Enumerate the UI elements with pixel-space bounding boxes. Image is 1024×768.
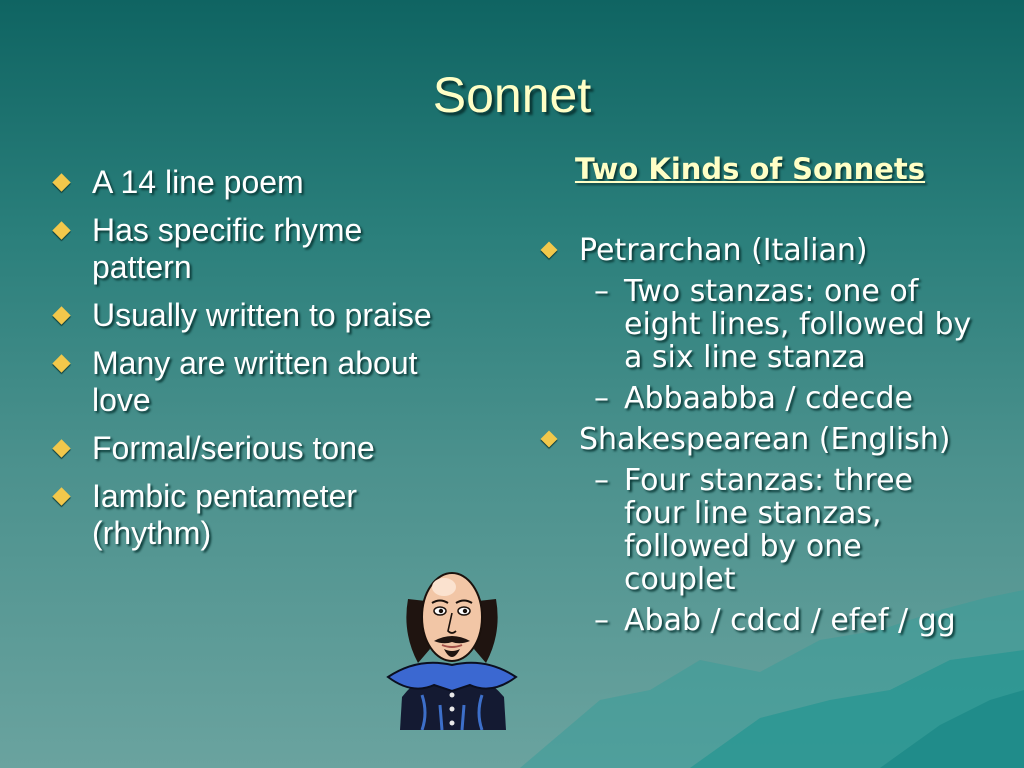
list-item — [52, 212, 432, 286]
diamond-bullet-icon — [541, 242, 558, 259]
diamond-bullet-icon — [52, 173, 70, 191]
dash-marker: – — [594, 274, 609, 309]
detail-text: Two stanzas: one of eight lines, followed by a six line stanza — [624, 274, 972, 375]
list-item — [52, 478, 432, 552]
bullet-text: Iambic pentameter (rhythm) — [92, 478, 358, 551]
left-bullet-list — [52, 164, 432, 563]
list-item — [540, 423, 980, 637]
bullet-text: Many are written about love — [92, 345, 418, 418]
list-item — [52, 430, 432, 467]
detail-text: Abab / cdcd / efef / gg — [624, 603, 956, 638]
detail-text: Abbaabba / cdecde — [624, 381, 914, 416]
diamond-bullet-icon — [52, 221, 70, 239]
list-item — [52, 297, 432, 334]
bullet-text: Formal/serious tone — [92, 430, 375, 466]
diamond-bullet-icon — [52, 439, 70, 457]
shakespeare-portrait-illustration — [382, 545, 522, 730]
sub-list — [579, 275, 980, 415]
dash-marker: – — [594, 463, 609, 498]
dash-marker: – — [594, 381, 609, 416]
bullet-text: A 14 line poem — [92, 164, 304, 200]
right-heading: Two Kinds of Sonnets — [574, 152, 926, 186]
diamond-bullet-icon — [52, 354, 70, 372]
sub-list-item — [579, 604, 980, 637]
sub-list-item — [579, 275, 980, 374]
kind-label: Petrarchan (Italian) — [579, 233, 868, 268]
detail-text: Four stanzas: three four line stanzas, followed by one couplet — [624, 463, 913, 597]
bullet-text: Usually written to praise — [92, 297, 432, 333]
sonnet-kinds-list — [540, 234, 980, 645]
diamond-bullet-icon — [52, 487, 70, 505]
sub-list-item — [579, 382, 980, 415]
list-item — [52, 164, 432, 201]
sub-list — [579, 464, 980, 637]
list-item — [52, 345, 432, 419]
sub-list-item — [579, 464, 980, 596]
dash-marker: – — [594, 603, 609, 638]
diamond-bullet-icon — [541, 431, 558, 448]
bullet-text: Has specific rhyme pattern — [92, 212, 363, 285]
slide-title: Sonnet — [432, 67, 592, 123]
kind-label: Shakespearean (English) — [579, 422, 951, 457]
diamond-bullet-icon — [52, 306, 70, 324]
list-item — [540, 234, 980, 415]
